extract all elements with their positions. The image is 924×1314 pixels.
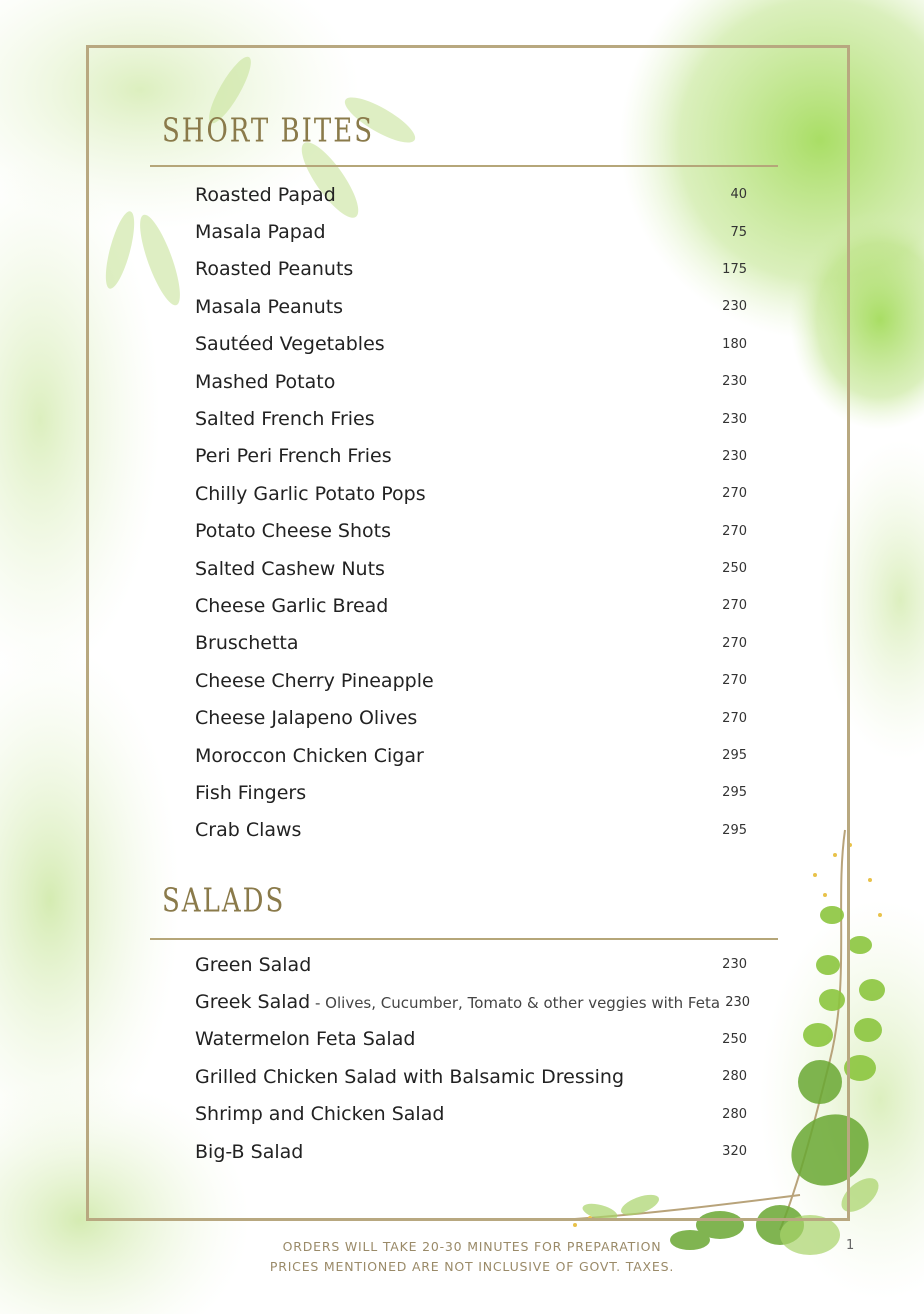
menu-item — [195, 1021, 747, 1058]
menu-item — [195, 213, 747, 250]
salads-list — [195, 946, 751, 1170]
item-name-text: Chilly Garlic Potato Pops — [195, 482, 426, 505]
item-price: 270 — [722, 710, 747, 726]
item-name — [195, 745, 424, 767]
section-divider — [150, 938, 778, 940]
menu-item — [195, 983, 751, 1020]
item-price: 280 — [722, 1106, 747, 1122]
short-bites-list — [195, 176, 747, 849]
section-title-short-bites: SHORT BITES — [162, 112, 375, 150]
menu-item — [195, 1096, 747, 1133]
item-price: 320 — [722, 1144, 747, 1160]
footer-line-taxes: PRICES MENTIONED ARE NOT INCLUSIVE OF GOVT. TAXES. — [269, 1259, 675, 1274]
item-name — [195, 1103, 444, 1125]
item-name — [195, 782, 306, 804]
item-name — [195, 595, 388, 617]
item-price: 230 — [722, 299, 747, 315]
item-price: 75 — [730, 224, 747, 240]
item-name — [195, 296, 343, 318]
menu-item — [195, 363, 747, 400]
item-name-text: Roasted Peanuts — [195, 258, 354, 281]
menu-item — [195, 438, 747, 475]
item-name-text: Fish Fingers — [195, 781, 307, 804]
item-name — [195, 954, 311, 976]
item-price: 40 — [730, 187, 747, 203]
item-name-text: Bruschetta — [195, 632, 299, 655]
item-price: 230 — [725, 994, 751, 1010]
menu-item — [195, 400, 747, 437]
item-name — [195, 258, 353, 280]
menu-item — [195, 288, 747, 325]
item-price: 250 — [722, 1031, 747, 1047]
item-price: 230 — [722, 411, 747, 427]
item-name-text: Grilled Chicken Salad with Balsamic Dressing — [195, 1065, 625, 1088]
item-name-text: Cheese Cherry Pineapple — [195, 669, 434, 692]
menu-item — [195, 946, 747, 983]
section-title-salads: SALADS — [162, 882, 286, 920]
item-name — [195, 483, 426, 505]
item-price: 230 — [722, 374, 747, 390]
item-name-text: Cheese Garlic Bread — [195, 594, 389, 617]
item-description: - Olives, Cucumber, Tomato & other veggies with Feta — [310, 994, 721, 1013]
item-name — [195, 1066, 624, 1088]
item-price: 270 — [722, 523, 747, 539]
item-price: 295 — [722, 748, 747, 764]
menu-item — [195, 326, 747, 363]
item-name-text: Masala Peanuts — [195, 295, 344, 318]
menu-item — [195, 662, 747, 699]
item-name — [195, 333, 385, 355]
item-name-text: Green Salad — [195, 953, 312, 976]
item-price: 270 — [722, 635, 747, 651]
item-name — [195, 1028, 415, 1050]
item-price: 295 — [722, 785, 747, 801]
item-name-text: Salted French Fries — [195, 408, 375, 431]
item-price: 250 — [722, 561, 747, 577]
menu-item — [195, 737, 747, 774]
item-name-text: Peri Peri French Fries — [195, 445, 392, 468]
item-name-text: Roasted Papad — [195, 183, 336, 206]
menu-item — [195, 1058, 747, 1095]
item-price: 270 — [722, 673, 747, 689]
item-name — [195, 221, 326, 243]
item-name — [195, 558, 385, 580]
menu-item — [195, 513, 747, 550]
item-name — [195, 184, 336, 206]
item-name-text: Salted Cashew Nuts — [195, 557, 385, 580]
menu-item — [195, 550, 747, 587]
item-name — [195, 819, 301, 841]
menu-item — [195, 1133, 747, 1170]
item-price: 270 — [722, 486, 747, 502]
item-price: 175 — [722, 261, 747, 277]
menu-item — [195, 625, 747, 662]
item-name — [195, 1141, 303, 1163]
item-name-text: Moroccon Chicken Cigar — [195, 744, 424, 767]
item-name-text: Cheese Jalapeno Olives — [195, 707, 418, 730]
item-name — [195, 670, 434, 692]
item-price: 230 — [722, 957, 747, 973]
item-name — [195, 707, 417, 729]
section-divider — [150, 165, 778, 167]
item-name — [195, 371, 335, 393]
menu-item — [195, 812, 747, 849]
item-name-text: Watermelon Feta Salad — [195, 1028, 416, 1051]
menu-item — [195, 699, 747, 736]
item-price: 180 — [722, 336, 747, 352]
menu-item — [195, 774, 747, 811]
item-name-text: Greek Salad — [195, 991, 311, 1014]
item-name-text: Sautéed Vegetables — [195, 333, 385, 356]
item-name-text: Mashed Potato — [195, 370, 336, 393]
item-name-text: Crab Claws — [195, 819, 302, 842]
item-name-text: Potato Cheese Shots — [195, 520, 392, 543]
item-name — [195, 408, 375, 430]
menu-item — [195, 475, 747, 512]
item-name — [195, 445, 392, 467]
item-name-text: Masala Papad — [195, 221, 326, 244]
menu-item — [195, 587, 747, 624]
item-name — [195, 632, 299, 654]
menu-item — [195, 251, 747, 288]
item-price: 280 — [722, 1069, 747, 1085]
item-price: 230 — [722, 448, 747, 464]
menu-item — [195, 176, 747, 213]
item-name — [195, 991, 720, 1013]
item-name-text: Big-B Salad — [195, 1140, 304, 1163]
item-price: 295 — [722, 822, 747, 838]
item-name — [195, 520, 391, 542]
item-name-text: Shrimp and Chicken Salad — [195, 1103, 445, 1126]
page-number: 1 — [846, 1238, 855, 1253]
footer-line-preparation: ORDERS WILL TAKE 20-30 MINUTES FOR PREPARATION — [282, 1239, 662, 1254]
item-price: 270 — [722, 598, 747, 614]
